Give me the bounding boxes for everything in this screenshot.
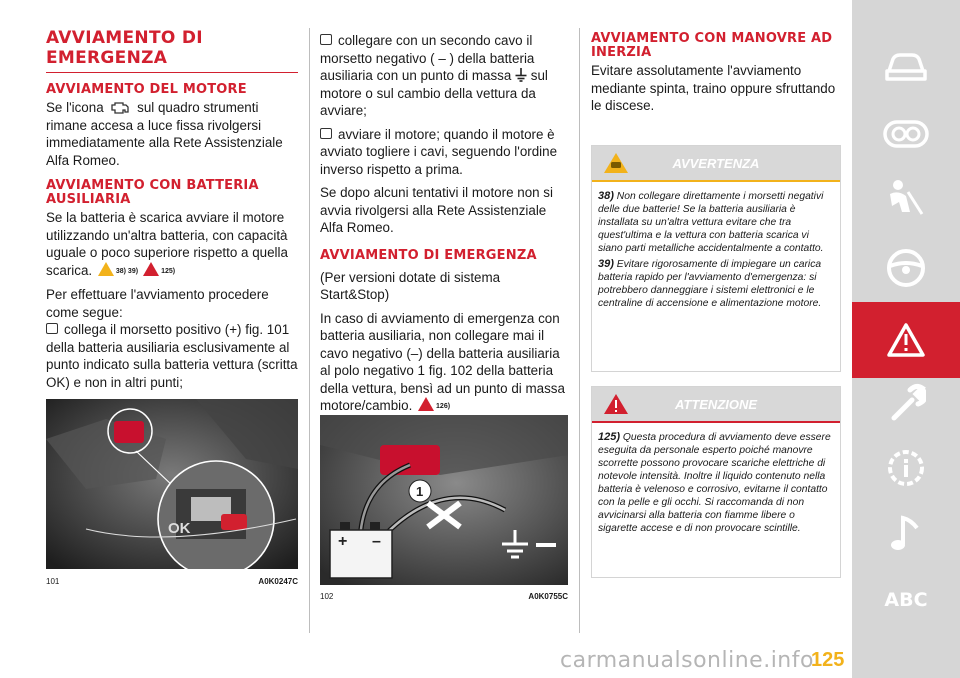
ref-126[interactable]: 126) [436, 403, 451, 410]
warning-triangle-icon [143, 262, 159, 276]
avvertenza-39-text: Evitare rigorosamente di impiegare un carica batteria rapido per l'avviamento d'emergenza: si potrebbero danneggiare i sistemi elettronici e le centraline di accensione e alimentazione motore. [598, 259, 822, 309]
sidebar-item-vehicle[interactable] [882, 44, 930, 92]
engine-check-icon [109, 99, 131, 115]
avvertenza-38 [598, 190, 834, 255]
column-1 [46, 28, 298, 397]
watermark: carmanualsonline.info [560, 648, 814, 673]
avvertenza-38-text: Non collegare direttamente i morsetti negativi delle due batterie! Se la batteria ausiliaria è installata su un'altra vettura evitare che tra quest'ultima e la vettura con batteria scarica vi siano parti metalliche accidentalmente a contatto. [598, 191, 824, 254]
checkbox-bullet-icon [320, 128, 332, 139]
heading-batteria-ausiliaria: AVVIAMENTO CON BATTERIA AUSILIARIA [46, 178, 259, 207]
figure-101-image [46, 399, 298, 569]
attenzione-125 [598, 431, 834, 535]
sidebar-item-maintenance[interactable] [882, 378, 930, 426]
bullet-avviare-motore [320, 126, 568, 179]
figure-102-caption [320, 592, 568, 601]
ref-125[interactable]: 125) [161, 267, 176, 275]
attenzione-panel [591, 386, 841, 578]
figure-102-image [320, 415, 568, 585]
attenzione-125-number: 125) [598, 431, 621, 443]
paragraph-icona [46, 99, 298, 169]
wrench-icon [886, 382, 926, 422]
avvertenza-title: AVVERTENZA [672, 156, 760, 171]
car-icon [883, 51, 929, 85]
chapter-sidebar [852, 0, 960, 678]
warning-triangle-icon [418, 397, 434, 411]
bullet-morsetto-positivo [46, 321, 298, 391]
checkbox-bullet-icon [320, 34, 332, 45]
figure-101-number: 101 [46, 577, 60, 586]
sidebar-item-driving[interactable] [882, 244, 930, 292]
info-gear-icon [885, 447, 927, 489]
bullet-cavo-negativo-end: sul motore o sul cambio della vettura da avviare; [320, 68, 548, 118]
figure-102-number: 102 [320, 592, 334, 601]
paragraph-inerzia: Evitare assolutamente l'avviamento mediante spinta, traino oppure sfruttando le discese. [591, 63, 836, 113]
minus-label: – [372, 533, 381, 550]
music-note-icon [889, 514, 923, 554]
attenzione-title: ATTENZIONE [674, 397, 758, 412]
avvertenza-39 [598, 258, 834, 310]
sidebar-item-emergency[interactable] [852, 302, 960, 378]
paragraph-dopo-tentativi: Se dopo alcuni tentativi il motore non si avvia rivolgersi alla Rete Assistenziale Alfa Romeo. [320, 185, 553, 235]
column-divider [579, 28, 580, 633]
paragraph-batteria-scarica [46, 209, 298, 280]
bullet-avviare-motore-text: avviare il motore; quando il motore è avviato togliere i cavi, seguendo l'ordine inverso rispetto a prima. [320, 126, 558, 177]
attenzione-body [592, 421, 840, 544]
avvertenza-panel [591, 145, 841, 372]
column-2 [320, 32, 568, 422]
ground-icon [515, 68, 527, 82]
seatbelt-person-icon [886, 178, 926, 222]
page-title: AVVIAMENTO DI EMERGENZA [46, 28, 298, 73]
ok-label: OK [168, 520, 191, 537]
sidebar-item-technical-data[interactable] [882, 444, 930, 492]
steering-wheel-icon [886, 248, 926, 288]
paragraph-procedere: Per effettuare l'avviamento procedere come segue: [46, 287, 269, 320]
figure-101-caption [46, 577, 298, 586]
attenzione-header [592, 387, 840, 421]
sidebar-item-index[interactable] [882, 576, 930, 624]
avvertenza-body [592, 180, 840, 319]
paragraph-icona-end: sul quadro strumenti rimane accesa a luce fissa rivolgersi immediatamente alla Rete Assistenziale Alfa Romeo. [46, 100, 283, 168]
sidebar-item-safety[interactable] [882, 176, 930, 224]
avvertenza-38-number: 38) [598, 190, 614, 202]
bullet-morsetto-positivo-text: collega il morsetto positivo (+) fig. 101 della batteria ausiliaria esclusivamente al punto indicato sulla batteria vettura (scritta OK) e non in altri punti; [46, 322, 298, 390]
heading-avviamento-motore: AVVIAMENTO DEL MOTORE [46, 82, 247, 97]
paragraph-icona-start: Se l'icona [46, 100, 104, 115]
heading-avviamento-emergenza: AVVIAMENTO DI EMERGENZA [320, 247, 537, 263]
sidebar-item-multimedia[interactable] [882, 510, 930, 558]
ref-38-39[interactable]: 38) 39) [115, 267, 139, 275]
paragraph-caso-emergenza [320, 310, 568, 416]
figure-102-code: A0K0755C [528, 592, 568, 601]
bullet-cavo-negativo-text: collegare con un secondo cavo il morsetto negativo ( – ) della batteria ausiliaria con un punto di massa [320, 33, 535, 83]
avvertenza-39-number: 39) [598, 258, 614, 270]
plus-label: + [338, 533, 348, 550]
column-divider [309, 28, 310, 633]
figure-101-code: A0K0247C [258, 577, 298, 586]
abc-label: ABC [884, 589, 928, 611]
heading-manovre-inerzia: AVVIAMENTO CON MANOVRE AD INERZIA [591, 31, 833, 60]
attenzione-125-text: Questa procedura di avviamento deve essere eseguita da personale esperto poiché manovre scorrette possono provocare scariche elettriche di notevole intensità. Inoltre il liquido contenuto nella batteria è velenoso e corrosivo, evitarne il contatto con la pelle e gli occhi. Si raccomanda di non avvicinarsi alla batteria con fiamme libere o sigarette accese e di non provocare scintille. [598, 432, 831, 534]
callout-1-label: 1 [416, 484, 424, 499]
avvertenza-header [592, 146, 840, 180]
gauges-icon [883, 120, 929, 148]
paragraph-caso-text: In caso di avviamento di emergenza con batteria ausiliaria, non collegare mai il cavo negativo (–) della batteria ausiliaria al polo negativo 1 fig. 102 della batteria della vettura, bensì ad un punto di massa motore/cambio. [320, 310, 565, 413]
warning-triangle-icon [98, 262, 114, 276]
sidebar-item-dashboard[interactable] [882, 110, 930, 158]
bullet-cavo-negativo [320, 32, 568, 120]
column-3 [591, 32, 839, 121]
paragraph-batteria-text: Se la batteria è scarica avviare il motore utilizzando un'altra batteria, con capacità uguale o poco superiore rispetto a quella scarica. [46, 210, 288, 278]
page-number: 125 [811, 649, 845, 671]
warning-triangle-icon [886, 322, 926, 358]
paragraph-start-stop: (Per versioni dotate di sistema Start&Stop) [320, 269, 501, 302]
checkbox-bullet-icon [46, 323, 58, 334]
